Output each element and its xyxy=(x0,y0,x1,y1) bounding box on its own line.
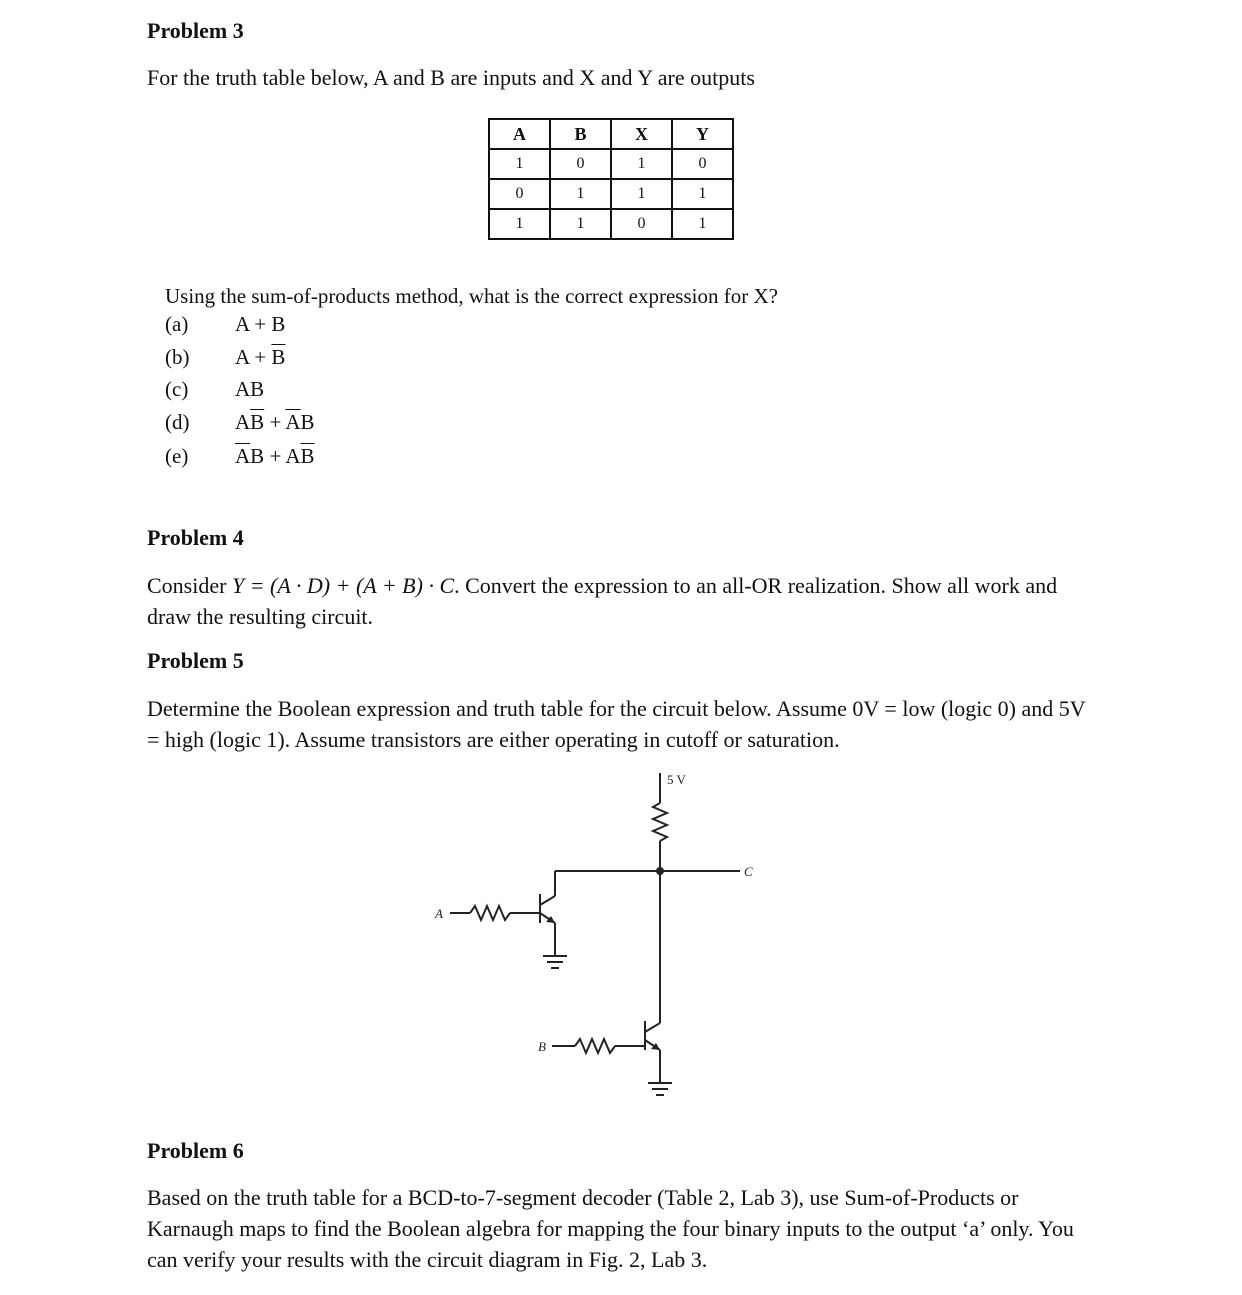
header-a: A xyxy=(489,119,550,149)
problem-3-question: Using the sum-of-products method, what is the correct expression for X? xyxy=(165,284,778,308)
option-expression: $\overline{A}B + A\overline{B}$ xyxy=(235,444,315,468)
header-x: X xyxy=(611,119,672,149)
problem-6-heading: Problem 6 xyxy=(147,1138,244,1163)
problem-3-heading: Problem 3 xyxy=(147,18,244,43)
cell: 1 xyxy=(672,209,733,239)
option-expression: $A\overline{B} + \overline{A}B$ xyxy=(235,410,315,434)
option-expression: $A + \overline{B}$ xyxy=(235,345,286,369)
cell: 1 xyxy=(550,179,611,209)
option-c[interactable] xyxy=(165,377,465,407)
cell: 1 xyxy=(489,149,550,179)
cell: 0 xyxy=(611,209,672,239)
option-label: (e) xyxy=(165,444,189,468)
input-a-label: A xyxy=(435,906,443,921)
header-b: B xyxy=(550,119,611,149)
cell: 0 xyxy=(489,179,550,209)
problem-6-text: Based on the truth table for a BCD-to-7-segment decoder (Table 2, Lab 3), use Sum-of-Products or Karnaugh maps to find the Boolean algebra for mapping the four binary inputs to the output ‘a’ only. You can verify your results with the circuit diagram in Fig. 2, Lab 3. xyxy=(147,1185,1074,1272)
option-e[interactable] xyxy=(165,444,465,474)
input-b-label: B xyxy=(538,1039,546,1054)
option-d[interactable] xyxy=(165,410,465,440)
option-label: (a) xyxy=(165,312,189,336)
transistor-circuit-diagram xyxy=(420,768,780,1113)
supply-label: 5 V xyxy=(667,772,686,787)
table-row xyxy=(489,179,733,209)
cell: 1 xyxy=(611,179,672,209)
output-label: C xyxy=(744,864,753,879)
option-label: (c) xyxy=(165,377,189,401)
option-label: (d) xyxy=(165,410,190,434)
problem-5-text: Determine the Boolean expression and truth table for the circuit below. Assume 0V = low (logic 0) and 5V = high (logic 1). Assume transistors are either operating in cutoff or saturation. xyxy=(147,696,1086,752)
truth-table xyxy=(488,118,734,240)
cell: 0 xyxy=(672,149,733,179)
table-row xyxy=(489,149,733,179)
cell: 1 xyxy=(550,209,611,239)
option-expression: AB xyxy=(235,377,265,401)
table-row xyxy=(489,209,733,239)
truth-table-header-row xyxy=(489,119,733,149)
problem-4-text: Consider Y = (A · D) + (A + B) · C. Convert the expression to an all-OR realization. Show all work and draw the resulting circuit. xyxy=(147,573,1058,629)
problem-3-intro: For the truth table below, A and B are inputs and X and Y are outputs xyxy=(147,65,755,90)
problem-4-equation: Y = (A · D) + (A + B) · C xyxy=(231,573,455,598)
problem-4-heading: Problem 4 xyxy=(147,525,244,550)
cell: 1 xyxy=(611,149,672,179)
problem-5-heading: Problem 5 xyxy=(147,648,244,673)
option-b[interactable] xyxy=(165,345,465,375)
cell: 1 xyxy=(672,179,733,209)
junction-dot xyxy=(656,867,664,875)
cell: 0 xyxy=(550,149,611,179)
option-a[interactable] xyxy=(165,312,465,342)
option-expression: A + B xyxy=(235,312,286,336)
cell: 1 xyxy=(489,209,550,239)
option-label: (b) xyxy=(165,345,190,369)
header-y: Y xyxy=(672,119,733,149)
